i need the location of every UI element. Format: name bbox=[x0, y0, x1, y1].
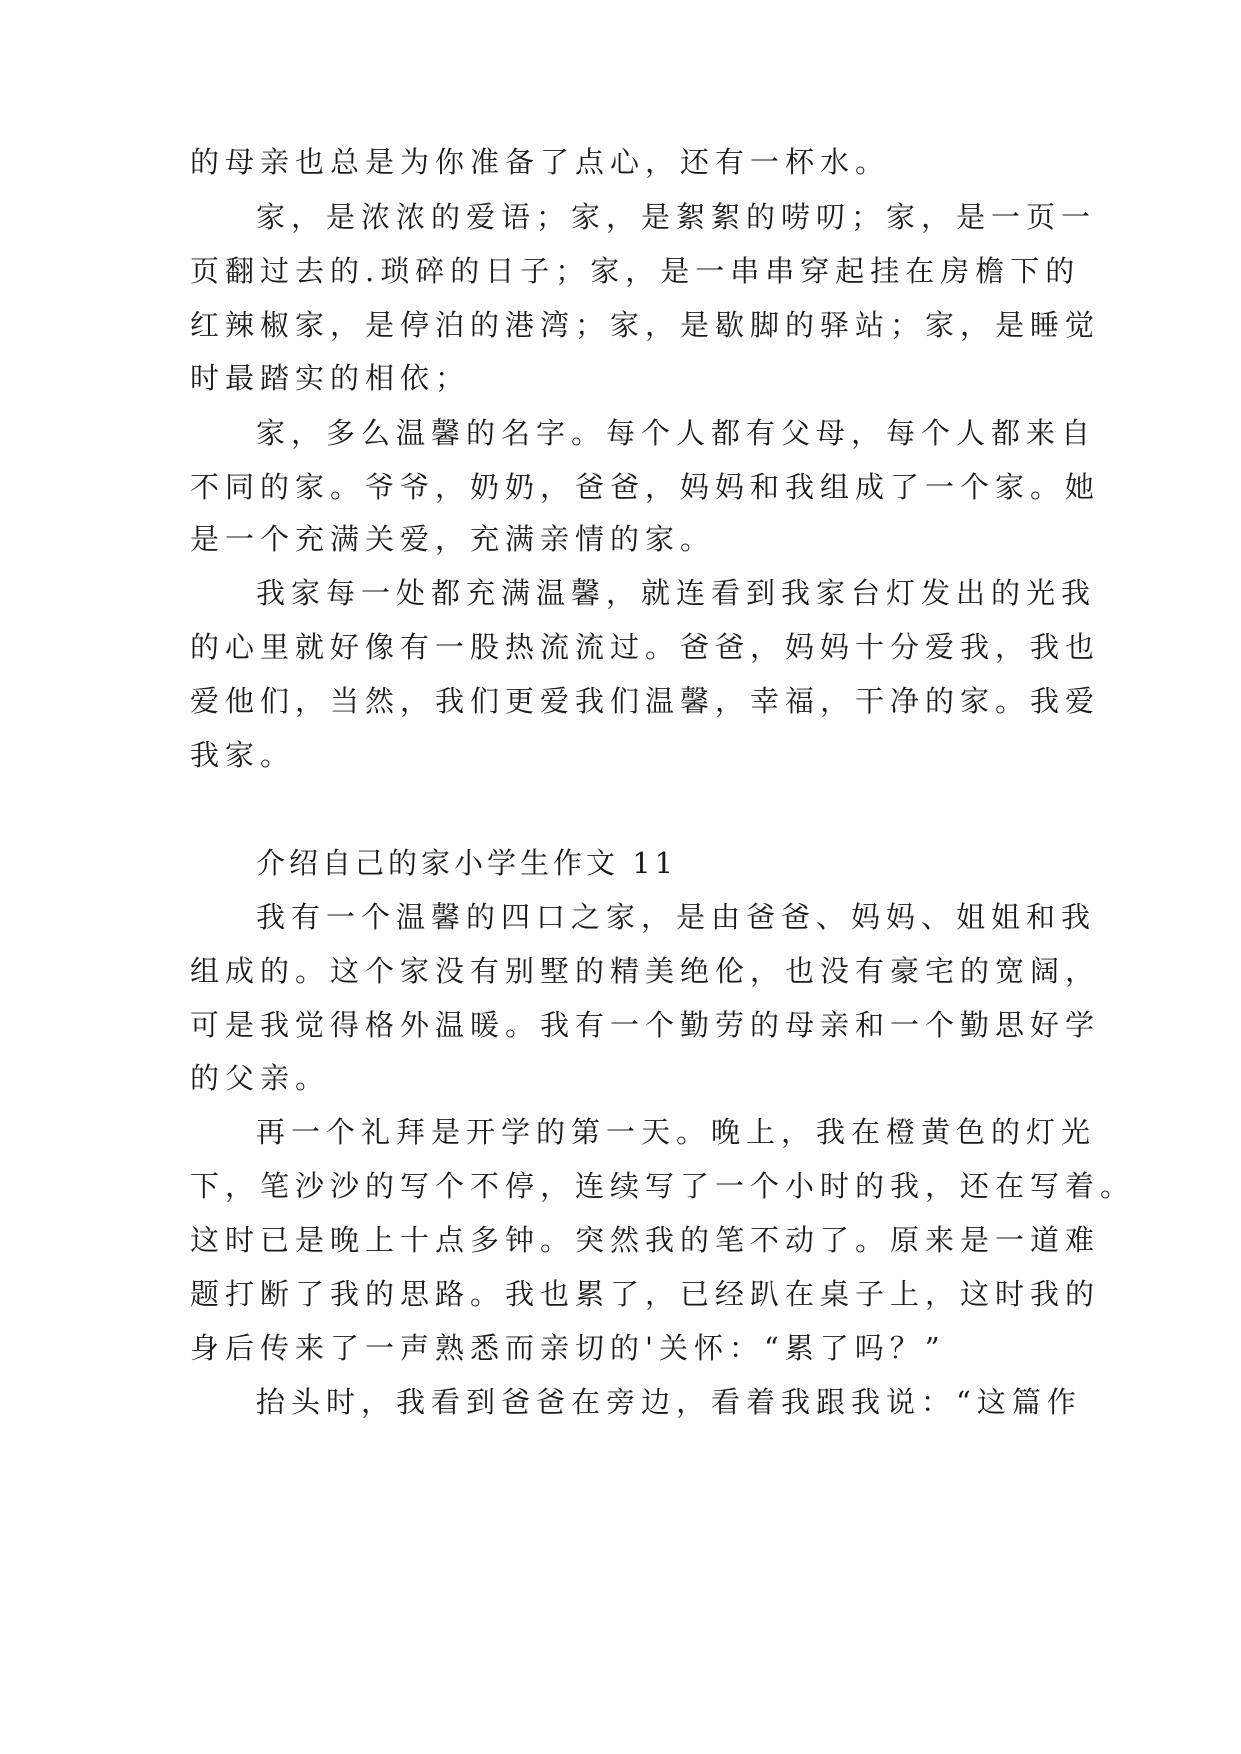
text-line: 我有一个温馨的四口之家，是由爸爸、妈妈、姐姐和我 bbox=[256, 900, 1097, 934]
text-line: 家，多么温馨的名字。每个人都有父母，每个人都来自 bbox=[256, 416, 1097, 450]
text-line: 是一个充满关爱，充满亲情的家。 bbox=[190, 522, 716, 556]
text-line: 题打断了我的思路。我也累了，已经趴在桌子上，这时我的 bbox=[190, 1277, 1101, 1311]
text-line: 页翻过去的.琐碎的日子；家，是一串串穿起挂在房檐下的 bbox=[190, 254, 1081, 288]
text-line: 组成的。这个家没有别墅的精美绝伦，也没有豪宅的宽阔， bbox=[190, 954, 1101, 988]
section-heading: 介绍自己的家小学生作文 11 bbox=[256, 846, 678, 880]
text-line: 家，是浓浓的爱语；家，是絮絮的唠叨；家，是一页一 bbox=[256, 200, 1097, 234]
text-line: 的心里就好像有一股热流流过。爸爸，妈妈十分爱我，我也 bbox=[190, 630, 1101, 664]
text-line: 再一个礼拜是开学的第一天。晚上，我在橙黄色的灯光 bbox=[256, 1115, 1097, 1149]
text-line: 的父亲。 bbox=[190, 1061, 331, 1095]
text-line: 我家。 bbox=[190, 738, 296, 772]
text-line: 我家每一处都充满温馨，就连看到我家台灯发出的光我 bbox=[256, 576, 1097, 610]
text-line: 红辣椒家，是停泊的港湾；家，是歇脚的驿站；家，是睡觉 bbox=[190, 308, 1101, 342]
text-line: 可是我觉得格外温暖。我有一个勤劳的母亲和一个勤思好学 bbox=[190, 1008, 1101, 1042]
text-line: 的母亲也总是为你准备了点心，还有一杯水。 bbox=[190, 145, 891, 179]
text-line: 身后传来了一声熟悉而亲切的'关怀：“累了吗？” bbox=[190, 1331, 946, 1365]
text-line: 不同的家。爷爷，奶奶，爸爸，妈妈和我组成了一个家。她 bbox=[190, 470, 1101, 504]
text-line: 这时已是晚上十点多钟。突然我的笔不动了。原来是一道难 bbox=[190, 1223, 1101, 1257]
text-line: 下，笔沙沙的写个不停，连续写了一个小时的我，还在写着。 bbox=[190, 1169, 1136, 1203]
text-line: 时最踏实的相依； bbox=[190, 361, 471, 395]
text-line: 爱他们，当然，我们更爱我们温馨，幸福，干净的家。我爱 bbox=[190, 684, 1101, 718]
text-line: 抬头时，我看到爸爸在旁边，看着我跟我说：“这篇作 bbox=[256, 1385, 1082, 1419]
